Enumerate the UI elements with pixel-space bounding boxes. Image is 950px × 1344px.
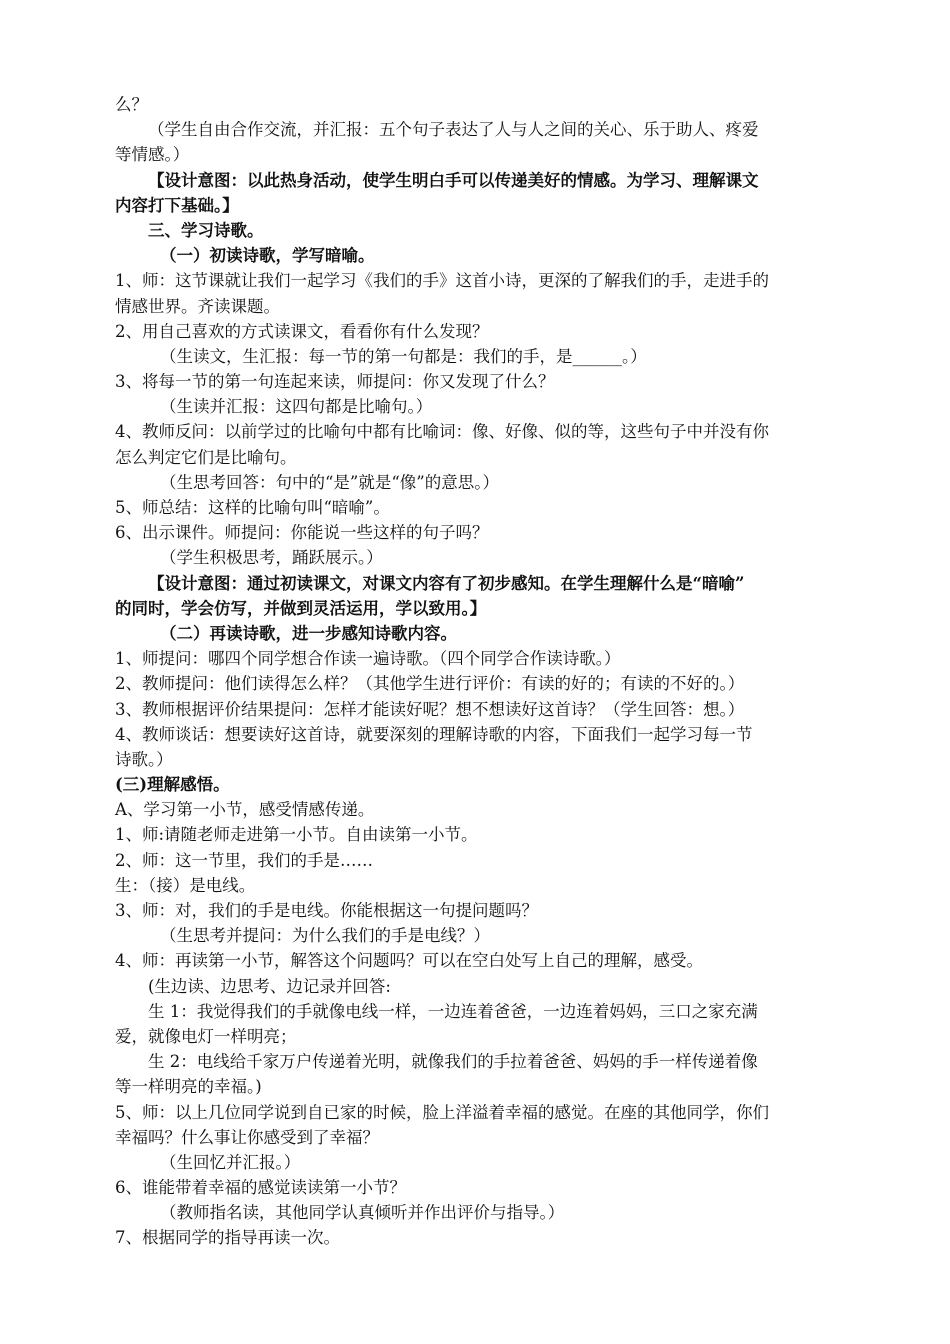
text-line: 6、谁能带着幸福的感觉读读第一小节？ xyxy=(115,1178,406,1198)
heading-line: （一）初读诗歌，学写暗喻。 xyxy=(160,246,375,266)
text-line: 怎么判定它们是比喻句。 xyxy=(115,447,297,467)
heading-line: 【设计意图：通过初读课文，对课文内容有了初步感知。在学生理解什么是“暗喻” xyxy=(148,573,745,593)
text-line: 生 2：电线给千家万户传递着光明，就像我们的手拉着爸爸、妈妈的手一样传递着像 xyxy=(148,1052,758,1072)
text-line: 6、出示课件。师提问：你能说一些这样的句子吗？ xyxy=(115,523,489,543)
text-line: 2、师：这一节里，我们的手是…… xyxy=(115,850,373,870)
text-line: 生：（接）是电线。 xyxy=(115,875,256,895)
text-line: 情感世界。齐读课题。 xyxy=(115,296,280,316)
text-line: A、学习第一小节，感受情感传递。 xyxy=(115,800,375,820)
text-line: （学生积极思考，踊跃展示。） xyxy=(160,548,383,568)
heading-line: 内容打下基础。】 xyxy=(115,195,239,215)
text-line: (生边读、边思考、边记录并回答: xyxy=(148,976,391,996)
text-line: 3、师：对，我们的手是电线。你能根据这一句提问题吗？ xyxy=(115,901,538,920)
text-line: 等一样明亮的幸福。) xyxy=(115,1077,262,1097)
text-line: 1、师：这节课就让我们一起学习《我们的手》这首小诗，更深的了解我们的手，走进手的 xyxy=(115,271,769,291)
text-line: 幸福吗？什么事让你感受到了幸福？ xyxy=(115,1127,379,1147)
text-line: 5、师：以上几位同学说到自已家的时候，脸上洋溢着幸福的感觉。在座的其他同学，你们 xyxy=(115,1102,769,1122)
text-line: （学生自由合作交流，并汇报：五个句子表达了人与人之间的关心、乐于助人、疼爱 xyxy=(148,120,759,140)
text-line: （教师指名读，其他同学认真倾听并作出评价与指导。） xyxy=(160,1203,565,1223)
text-line: 3、将每一节的第一句连起来读，师提问：你又发现了什么？ xyxy=(115,372,555,392)
text-line: 4、教师谈话：想要读好这首诗，就要深刻的理解诗歌的内容，下面我们一起学习每一节 xyxy=(115,724,753,744)
text-line: 4、师：再读第一小节，解答这个问题吗？可以在空白处写上自己的理解，感受。 xyxy=(115,951,703,971)
text-line: （生回忆并汇报。） xyxy=(160,1152,301,1172)
text-line: 等情感。） xyxy=(115,145,190,165)
text-line: （生读并汇报：这四句都是比喻句。） xyxy=(160,397,433,417)
text-line: （生思考并提问：为什么我们的手是电线？） xyxy=(160,926,490,946)
text-line: 2、用自己喜欢的方式读课文，看看你有什么发现？ xyxy=(115,321,489,341)
heading-line: 【设计意图：以此热身活动，使学生明白手可以传递美好的情感。为学习、理解课文 xyxy=(148,170,759,190)
text-line: 么？ xyxy=(115,95,148,114)
text-line: 爱，就像电灯一样明亮； xyxy=(115,1026,297,1046)
text-line: 3、教师根据评价结果提问：怎样才能读好呢？想不想读好这首诗？（学生回答：想。） xyxy=(115,699,745,719)
heading-line: (三)理解感悟。 xyxy=(115,775,230,795)
text-line: 7、根据同学的指导再读一次。 xyxy=(115,1228,340,1248)
heading-line: （二）再读诗歌，进一步感知诗歌内容。 xyxy=(160,623,457,643)
heading-line: 三、学习诗歌。 xyxy=(148,220,264,240)
text-line: 诗歌。） xyxy=(115,749,173,769)
text-line: 5、师总结：这样的比喻句叫“暗喻”。 xyxy=(115,498,390,517)
heading-line: 的同时，学会仿写，并做到灵活运用，学以致用。】 xyxy=(115,598,487,618)
document-page xyxy=(115,92,840,1251)
text-line: （生思考回答：句中的“是”就是“像”的意思。） xyxy=(160,472,499,492)
text-line: 生 1：我觉得我们的手就像电线一样，一边连着爸爸，一边连着妈妈，三口之家充满 xyxy=(148,1001,758,1021)
text-line: 2、教师提问：他们读得怎么样？（其他学生进行评价：有读的好的；有读的不好的。） xyxy=(115,674,745,694)
text-line: 1、师:请随老师走进第一小节。自由读第一小节。 xyxy=(115,825,478,845)
text-line: 4、教师反问：以前学过的比喻句中都有比喻词：像、好像、似的等，这些句子中并没有你 xyxy=(115,422,769,442)
text-line: 1、师提问：哪四个同学想合作读一遍诗歌。（四个同学合作读诗歌。） xyxy=(115,649,621,669)
text-line: （生读文，生汇报：每一节的第一句都是：我们的手，是______。） xyxy=(160,346,647,366)
